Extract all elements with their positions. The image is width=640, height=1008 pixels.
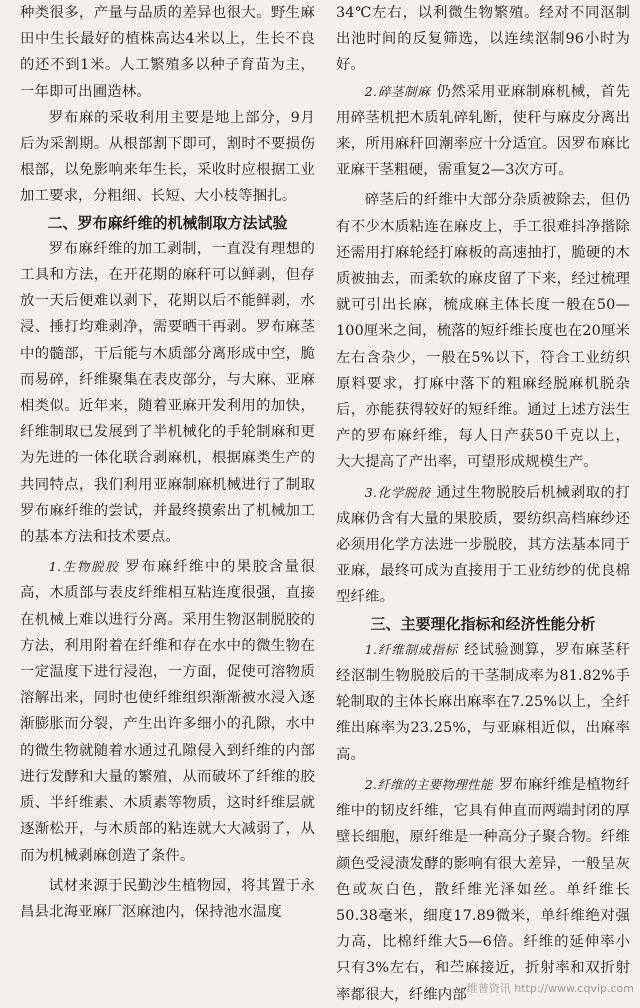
fiber-properties-body: 罗布麻纤维是植物纤维中的韧皮纤维，它具有伸直而两端封闭的厚壁长细胞，原纤维是一种高分子聚合物。纤维颜色受浸渍发酵的影响有很大差异，一般呈灰色或灰白色，散纤维光泽如丝。单纤维长50.38毫米，细度17.89微米，单纤维绝对强力高，比棉纤维大5—6倍。纤维的延伸率小只有3%左右，和苎麻接近，折射率和双折射率都很大，纤维内部 (336, 776, 630, 1003)
paragraph-fiber-properties (336, 772, 630, 1008)
paragraph-retting-temp: 34℃左右，以利微生物繁殖。经对不同沤制出池时间的反复筛选，以连续沤制96小时为好。 (336, 5, 630, 74)
subheading-bio-degumming: 1.生物脱胶 (48, 559, 120, 575)
left-column (20, 0, 315, 925)
fiber-yield-body: 经试验测算，罗布麻茎秆经沤制生物脱胶后的干茎制成率为81.82%手轮制取的主体长麻出麻率在7.25%以上，全纤维出麻率为23.25%，与亚麻相近似，出麻率高。 (336, 641, 631, 763)
subheading-chem-degumming: 3.化学脱胶 (364, 484, 431, 500)
subheading-stem-crushing: 2.碎茎制麻 (364, 83, 431, 99)
subheading-fiber-yield: 1.纤维制成指标 (364, 641, 459, 657)
bio-degumming-body: 罗布麻纤维中的果胶含量很高，木质部与表皮纤维相互粘连度很强，直接在机械上难以进行分离。采用生物沤制脱胶的方法，利用附着在纤维和存在水中的微生物在一定温度下进行浸泡，一方面，促使可溶物质溶解出来，同时也使纤维组织渐渐被水浸入逐渐膨胀而分裂，产生出许多细小的孔隙，水中的微生物就随着水通过孔隙侵入到纤维的内部进行发酵和大量的繁殖，从而破坏了纤维的胶质、半纤维素、木质素等物质，这时纤维层就逐渐松开，与木质部的粘连就大大减弱了，从而为机械剥麻创造了条件。 (20, 559, 315, 864)
section-heading-2: 二、罗布麻纤维的机械制取方法试验 (47, 213, 288, 232)
paragraph-growth: 种类很多，产量与品质的差异也很大。野生麻田中生长最好的植株高达4米以上，生长不良的还不到1米。人工繁殖多以种子育苗为主，一年即可出圃造林。 (20, 5, 315, 100)
paragraph-processing: 罗布麻纤维的加工剥制，一直没有理想的工具和方法，在开花期的麻秆可以鲜剥，但存放一天后便难以剥下，花期以后不能鲜剥，水浸、捶打均难剥净，需要晒干再剥。罗布麻茎中的髓部，干后能与木质部分离形成中空，脆而易碎，纤维聚集在表皮部分，与大麻、亚麻相类似。近年来，随着亚麻开发利用的加快，纤维制取已发展到了半机械化的手轮制麻和更为先进的一体化联合剥麻机，根据麻类生产的共同特点，我们利用亚麻制麻机械进行了制取罗布麻纤维的尝试，并最终摸索出了机械加工的基本方法和技术要点。 (20, 240, 315, 546)
stem-crushing-body: 仍然采用亚麻制麻机械，首先用碎茎机把木质轧碎轧断，使秆与麻皮分离出来，所用麻秆回潮率应十分适宜。因罗布麻比亚麻干茎粗硬，需重复2—3次方可。 (336, 83, 630, 179)
paragraph-scutching: 碎茎后的纤维中大部分杂质被除去，但仍有不少木质粘连在麻皮上，手工很难抖净揩除还需用打麻轮经打麻板的高速抽打，脆硬的木质被抽去，而柔软的麻皮留了下来，经过梳理就可引出长麻，梳成麻主体长度一般在50—100厘米之间，梳落的短纤维长度也在20厘米左右含杂少，一般在5%以下，符合工业纺织原料要求，打麻中落下的粗麻经脱麻机脱杂后，亦能获得较好的短纤维。通过上述方法生产的罗布麻纤维，每人日产获50千克以上，大大提高了产出率，可望形成规模生产。 (336, 192, 630, 471)
right-column (336, 0, 630, 1008)
section-heading-3: 三、主要理化指标和经济性能分析 (370, 614, 596, 633)
chem-degumming-body: 通过生物脱胶后机械剥取的打成麻仍含有大量的果胶质，要纺织高档麻纱还必须用化学方法进一步脱胶，其方法基本同于亚麻，最终可成为直接用于工业纺纱的优良棉型纤维。 (336, 484, 630, 606)
paragraph-fiber-yield (336, 637, 630, 768)
paragraph-test-material: 试材来源于民勤沙生植物园，将其置于永昌县北海亚麻厂沤麻池内，保持池水温度 (20, 877, 315, 920)
watermark: 维普资讯 http://www.cqvip.com (466, 982, 634, 995)
paragraph-harvest: 罗布麻的采收利用主要是地上部分，9月后为采割期。从根部割下即可，割时不要损伤根部，以免影响来年生长，采收时应根据工业加工要求，分粗细、长短、大小枝等捆扎。 (20, 109, 315, 205)
paragraph-chem-degumming (336, 480, 630, 611)
paragraph-bio-degumming (20, 554, 315, 868)
paragraph-stem-crushing (336, 79, 630, 184)
subheading-fiber-properties: 2.纤维的主要物理性能 (364, 776, 493, 792)
